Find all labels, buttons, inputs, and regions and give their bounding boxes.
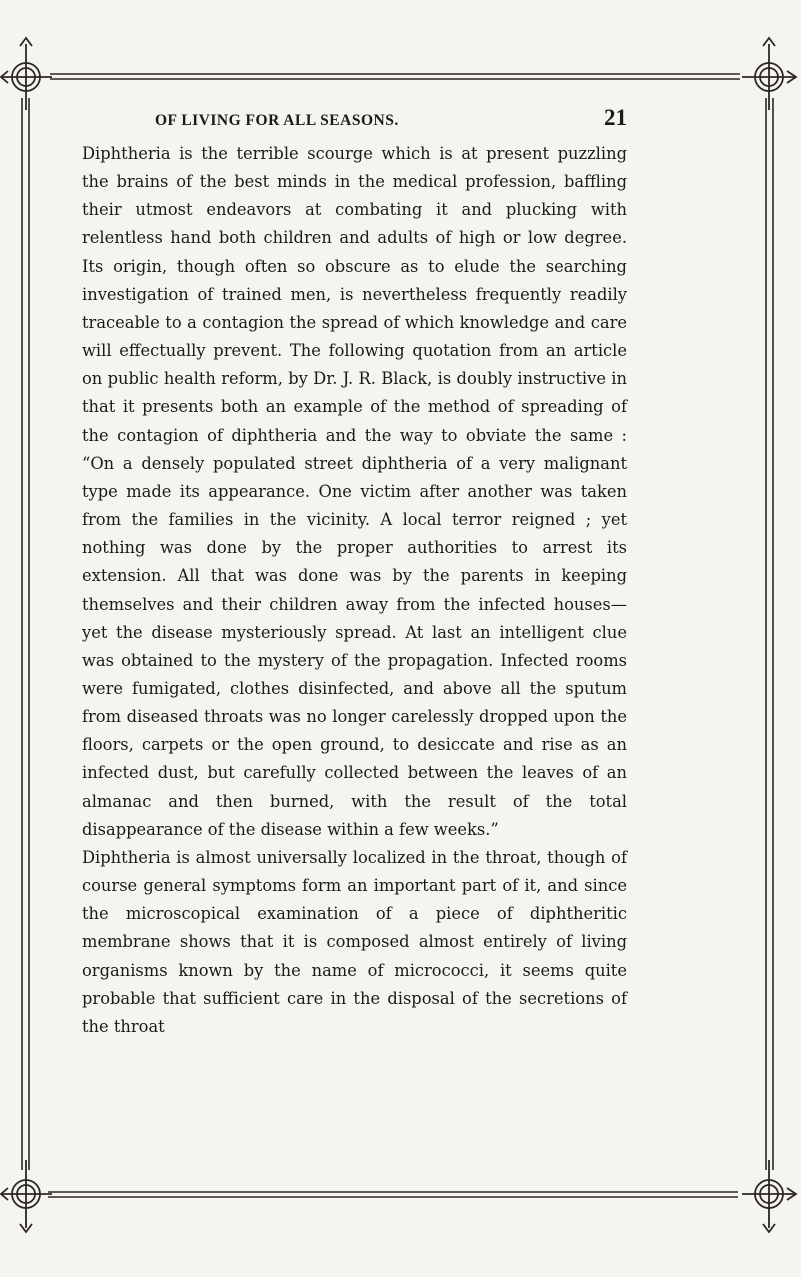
running-head: OF LIVING FOR ALL SEASONS. [155, 112, 399, 129]
page-body [82, 140, 627, 1041]
paragraph: Diphtheria is the terrible scourge which is at present puzzling the brains of the best minds in the medical profession, baffling their utmost endeavors at combating it and plucking with relentless hand both children and adults of high or low degree. Its origin, though often so obscure as to elude the searching investigation of trained men, is nevertheless frequently readily traceable to a contagion the spread of which knowledge and care will effectually prevent. The following quotation from an article on public health reform, by Dr. J. R. Black, is doubly instructive in that it presents both an example of the method of spreading of the contagion of diphtheria and the way to obviate the same : “On a densely populated street diphtheria of a very malignant type made its appearance. One victim after another was taken from the families in the vicinity. A local terror reigned ; yet nothing was done by the proper authorities to arrest its extension. All that was done was by the parents in keeping themselves and their children away from the infected houses—yet the disease mysteriously spread. At last an intelligent clue was obtained to the mystery of the propagation. Infected rooms were fumigated, clothes disinfected, and above all the sputum from diseased throats was no longer carelessly dropped upon the floors, carpets or the open ground, to desiccate and rise as an infected dust, but carefully collected between the leaves of an almanac and then burned, with the result of the total disappearance of the disease within a few weeks.” [82, 144, 627, 839]
corner-ornament-bottom-right [742, 1160, 796, 1232]
page-header [75, 102, 627, 136]
corner-ornament-top-left [1, 38, 52, 110]
page-number: 21 [604, 105, 627, 130]
corner-ornament-bottom-left [1, 1160, 52, 1232]
corner-ornament-top-right [742, 38, 796, 110]
paragraph: Diphtheria is almost universally localized in the throat, though of course general symptoms form an important part of it, and since the microscopical examination of a piece of diphtheritic membrane shows that it is composed almost entirely of living organisms known by the name of micrococci, it seems quite probable that sufficient care in the disposal of the secretions of the throat [82, 847, 627, 1036]
